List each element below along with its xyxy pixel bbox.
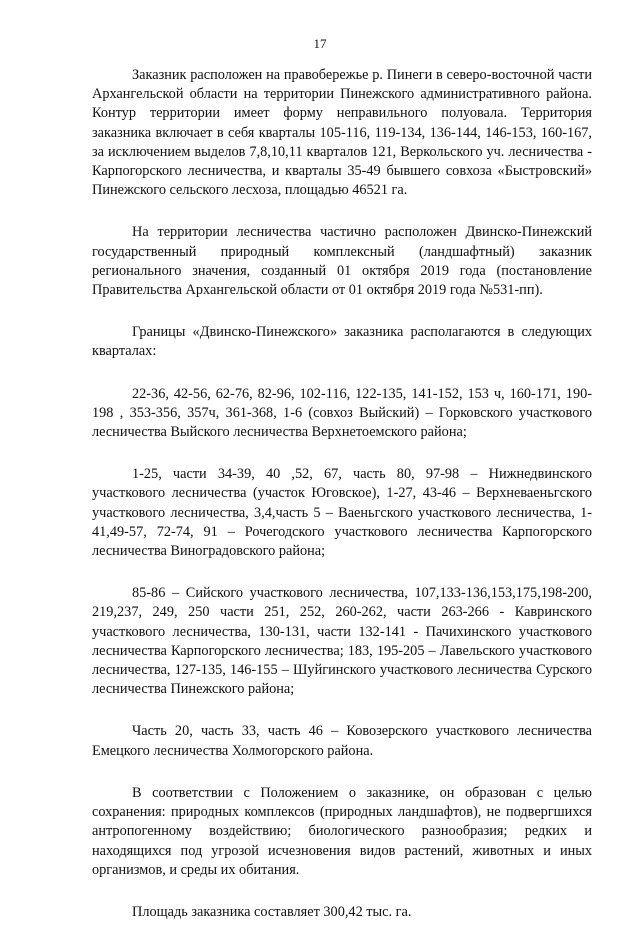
paragraph-gorkovskoe-quarters: 22-36, 42-56, 62-76, 82-96, 102-116, 122-135, 141-152, 153 ч, 160-171, 190-198 , 353-356, 357ч, 361-368, 1-6 (совхоз Выйский) – Горковского участкового лесничества Выйского лесничества Верхнетоемского района; bbox=[92, 385, 592, 441]
paragraph-reserve-purpose: В соответствии с Положением о заказнике, он образован с целью сохранения: природных комплексов (природных ландшафтов), не подвергшихся антропогенному воздействию; биологического разнообразия; редких и находящихся под угрозой исчезновения видов растений, животных и иных организмов, и среды их обитания. bbox=[92, 784, 592, 878]
paragraph-pinezhsky-quarters: 85-86 – Сийского участкового лесничества, 107,133-136,153,175,198-200, 219,237, 249, 250 части 251, 252, 260-262, части 263-266 - Кавринского участкового лесничества, 130-131, части 132-141 - Пачихинского участкового лесничества Карпогорского лесничества; 183, 195-205 – Лавельского участкового лесничества, 127-135, 146-155 – Шуйгинского участкового лесничества Сурского лесничества Пинежского района; bbox=[92, 585, 592, 698]
paragraph-reserve-location: Заказник расположен на правобережье р. Пинеги в северо-восточной части Архангельской области на территории Пинежского административного района. Контур территории имеет форму неправильного полуовала. Территория заказника включает в себя кварталы 105-116, 119-134, 136-144, 146-153, 160-167, за исключением выделов 7,8,10,11 кварталов 121, Веркольского уч. лесничества - Карпогорского лесничества, и кварталы 35-49 бывшего совхоза «Быстровский» Пинежского сельского лесхоза, площадью 46521 га. bbox=[92, 67, 592, 199]
page-number: 17 bbox=[313, 36, 327, 51]
paragraph-vinogradovsky-quarters: 1-25, части 34-39, 40 ,52, 67, часть 80, 97-98 – Нижнедвинского участкового лесничества (участок Юговское), 1-27, 43-46 – Верхневаеньгского участкового лесничества, 3,4,часть 5 – Ваеньгского участкового лесничества, 1-41,49-57, 72-74, 91 – Рочегодского участкового лесничества Карпогорского лесничества Виноградовского района; bbox=[92, 466, 592, 560]
document-body bbox=[92, 66, 592, 945]
paragraph-boundaries-intro: Границы «Двинско-Пинежского» заказника располагаются в следующих кварталах: bbox=[92, 324, 592, 360]
paragraph-dvinsko-pinezhsky-reserve: На территории лесничества частично расположен Двинско-Пинежский государственный природный комплексный (ландшафтный) заказник регионального значения, созданный 01 октября 2019 года (постановление Правительства Архангельской области от 01 октября 2019 года №531-пп). bbox=[92, 224, 592, 299]
paragraph-kholmogorsky-quarters: Часть 20, часть 33, часть 46 – Ковозерского участкового лесничества Емецкого лесничества Холмогорского района. bbox=[92, 723, 592, 759]
paragraph-reserve-area: Площадь заказника составляет 300,42 тыс. га. bbox=[132, 903, 412, 920]
